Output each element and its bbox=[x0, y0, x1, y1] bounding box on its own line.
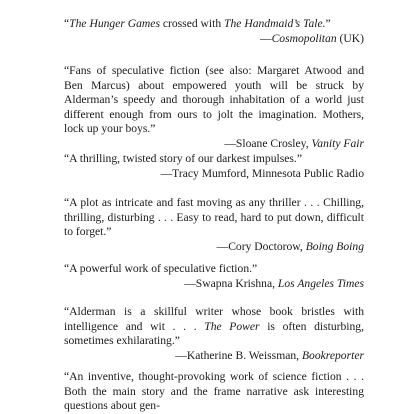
quote-title: The Power bbox=[204, 319, 260, 333]
blurb-minnesota-public-radio bbox=[64, 152, 364, 181]
quote-open-mark: “ bbox=[64, 17, 70, 30]
blurb-quote: “An inventive, thought-provoking work of science fiction . . . Both the main story and the frame narrative ask interesting questions about gen- bbox=[64, 370, 364, 413]
attribution-name: —Swapna Krishna, bbox=[184, 276, 278, 290]
attribution-name: —Katherine B. Weissman, bbox=[175, 348, 302, 362]
blurb-quote: “A plot as intricate and fast moving as any thriller . . . Chilling, thrilling, disturbing . . . Easy to read, hard to put down, difficult to forget.” bbox=[64, 196, 364, 239]
quote-close-mark: ” bbox=[325, 17, 331, 30]
blurb-quote bbox=[64, 17, 364, 32]
attribution-name: —Sloane Crosley, bbox=[224, 136, 312, 150]
blurb-quote bbox=[64, 305, 364, 349]
quote-title-2: The Handmaid’s Tale. bbox=[224, 17, 326, 30]
blurb-quote: “A powerful work of speculative fiction.” bbox=[64, 262, 258, 275]
attribution-source: Boing Boing bbox=[305, 239, 364, 253]
blurb-attribution bbox=[64, 349, 364, 364]
attribution-suffix: (UK) bbox=[336, 31, 364, 45]
blurb-truncated bbox=[64, 370, 364, 414]
attribution-dash: — bbox=[259, 31, 272, 45]
blurb-boing-boing bbox=[64, 196, 364, 254]
blurb-vanity-fair bbox=[64, 64, 364, 152]
quote-text: is often disturbing, sometimes exhilarating.” bbox=[64, 319, 364, 348]
attribution-source: Bookreporter bbox=[301, 348, 364, 362]
blurb-quote: “A thrilling, twisted story of our darkest impulses.” bbox=[64, 152, 302, 165]
quote-text: crossed with bbox=[159, 17, 225, 30]
attribution-source: Cosmopolitan bbox=[271, 31, 337, 45]
attribution-source: Los Angeles Times bbox=[277, 276, 364, 290]
blurb-attribution bbox=[64, 137, 364, 152]
blurb-bookreporter bbox=[64, 305, 364, 363]
blurb-attribution bbox=[64, 240, 364, 255]
attribution-name: —Cory Doctorow, bbox=[216, 239, 306, 253]
blurb-quote: “Fans of speculative fiction (see also: Margaret Atwood and Ben Marcus) about empowered youth will be struck by Alderman’s speedy and thorough inhabitation of a world just different enough from ours to jolt the imagination. Mothers, lock up your boys.” bbox=[64, 64, 364, 136]
quote-text: “Alderman is a skillful writer whose book bristles with intelligence and wit . . . bbox=[64, 305, 364, 333]
attribution-source: Vanity Fair bbox=[311, 136, 364, 150]
blurb-cosmopolitan bbox=[64, 17, 364, 46]
blurb-attribution bbox=[64, 277, 364, 292]
blurb-los-angeles-times bbox=[64, 262, 364, 291]
blurb-attribution bbox=[64, 32, 364, 47]
quote-title-1: The Hunger Games bbox=[69, 17, 160, 30]
blurb-attribution: —Tracy Mumford, Minnesota Public Radio bbox=[160, 166, 364, 180]
